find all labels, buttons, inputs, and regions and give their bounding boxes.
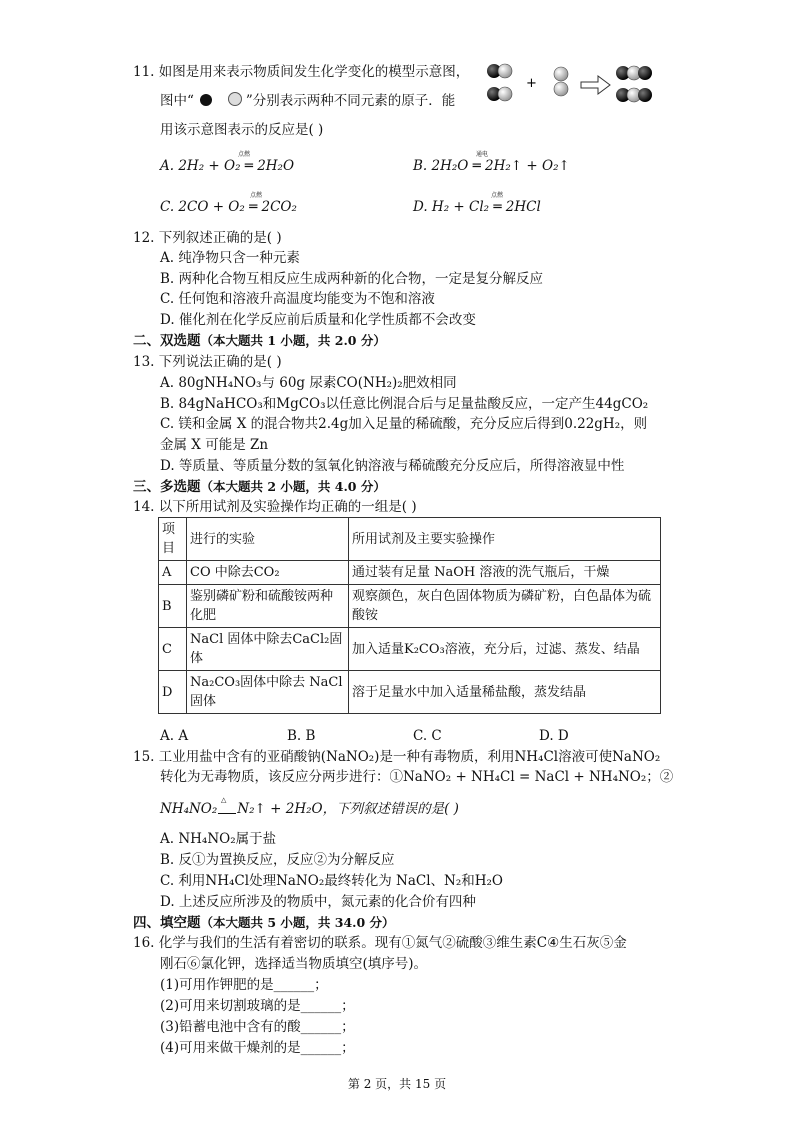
q11-option-c: C. 2CO + O₂ ═ 2CO₂ bbox=[160, 199, 297, 215]
q16-stem-line2: 刚石⑥氯化钾，选择适当物质填空(填序号)。 bbox=[160, 956, 428, 972]
q11-option-a: A. 2H₂ + O₂ ═ 2H₂O bbox=[160, 158, 295, 174]
q14-table bbox=[158, 517, 661, 714]
q14-option-b: B. B bbox=[287, 728, 316, 744]
table-row bbox=[159, 671, 661, 714]
table-cell: Na₂CO₃固体中除去 NaCl 固体 bbox=[187, 671, 349, 714]
table-cell: 加入适量K₂CO₃溶液，充分后，过滤、蒸发、结晶 bbox=[349, 628, 661, 671]
table-row bbox=[159, 561, 661, 585]
table-header-row bbox=[159, 518, 661, 561]
reaction-model-diagram bbox=[486, 61, 666, 107]
q13-option-c: C. 镁和金属 X 的混合物共2.4g加入足量的稀硫酸，充分反应后得到0.22gH₂，则 bbox=[160, 416, 648, 432]
q15-stem-line2: 转化为无毒物质，该反应分两步进行：①NaNO₂ + NH₄Cl = NaCl + NH₄NO₂；② bbox=[160, 769, 674, 785]
q16-blank-4[interactable]: (4)可用来做干燥剂的是______； bbox=[160, 1040, 355, 1056]
q11-option-b: B. 2H₂O ═ 2H₂↑ + O₂↑ bbox=[413, 158, 570, 174]
table-header-cell: 所用试剂及主要实验操作 bbox=[349, 518, 661, 561]
table-cell: C bbox=[159, 628, 187, 671]
q13-stem: 13. 下列说法正确的是( ) bbox=[133, 354, 282, 370]
q11-condition-b: 通电 bbox=[476, 151, 489, 158]
q13-option-d: D. 等质量、等质量分数的氢氧化钠溶液与稀硫酸充分反应后，所得溶液显中性 bbox=[160, 458, 625, 474]
q12-option-d: D. 催化剂在化学反应前后质量和化学性质都不会改变 bbox=[160, 312, 476, 328]
q16-blank-1[interactable]: (1)可用作钾肥的是______； bbox=[160, 977, 328, 993]
table-cell: 溶于足量水中加入适量稀盐酸，蒸发结晶 bbox=[349, 671, 661, 714]
table-cell: 通过装有足量 NaOH 溶液的洗气瓶后，干燥 bbox=[349, 561, 661, 585]
q12-option-a: A. 纯净物只含一种元素 bbox=[160, 250, 300, 266]
table-cell: D bbox=[159, 671, 187, 714]
table-cell: B bbox=[159, 585, 187, 628]
q11-stem-line3: 用该示意图表示的反应是( ) bbox=[160, 122, 324, 138]
q12-option-c: C. 任何饱和溶液升高温度均能变为不饱和溶液 bbox=[160, 291, 435, 307]
q15-delta-condition: △ bbox=[221, 796, 227, 804]
q11-condition-a: 点燃 bbox=[238, 151, 251, 158]
q13-option-a: A. 80gNH₄NO₃与 60g 尿素CO(NH₂)₂肥效相同 bbox=[160, 375, 457, 391]
q15-stem-line1: 15. 工业用盐中含有的亚硝酸钠(NaNO₂)是一种有毒物质，利用NH₄Cl溶液可使NaNO₂ bbox=[133, 749, 661, 765]
black-atom-icon bbox=[200, 94, 212, 106]
table-header-cell: 进行的实验 bbox=[187, 518, 349, 561]
section-2-heading: 二、双选题（本大题共 1 小题，共 2.0 分） bbox=[133, 333, 386, 349]
section-3-heading: 三、多选题（本大题共 2 小题，共 4.0 分） bbox=[133, 479, 386, 495]
q12-option-b: B. 两种化合物互相反应生成两种新的化合物，一定是复分解反应 bbox=[160, 271, 544, 287]
q11-stem-line1: 11. 如图是用来表示物质间发生化学变化的模型示意图， bbox=[133, 64, 470, 80]
q15-stem-line3: NH₄NO₂ N₂↑ + 2H₂O，下列叙述错误的是( ) bbox=[160, 801, 459, 817]
q13-option-c-cont: 金属 X 可能是 Zn bbox=[160, 437, 269, 453]
page-footer: 第 2 页，共 15 页 bbox=[347, 1077, 447, 1091]
q16-blank-3[interactable]: (3)铅蓄电池中含有的酸______； bbox=[160, 1019, 355, 1035]
q16-blank-2[interactable]: (2)可用来切割玻璃的是______； bbox=[160, 998, 355, 1014]
plus-sign: + bbox=[526, 76, 537, 91]
table-cell: 鉴别磷矿粉和硫酸铵两种化肥 bbox=[187, 585, 349, 628]
q11-condition-c: 点燃 bbox=[250, 192, 263, 199]
table-cell: CO 中除去CO₂ bbox=[187, 561, 349, 585]
table-header-cell: 项目 bbox=[159, 518, 187, 561]
section-4-heading: 四、填空题（本大题共 5 小题，共 34.0 分） bbox=[133, 915, 395, 931]
q14-option-c: C. C bbox=[413, 728, 442, 744]
q14-option-a: A. A bbox=[160, 728, 189, 744]
q15-option-d: D. 上述反应所涉及的物质中，氮元素的化合价有四种 bbox=[160, 894, 476, 910]
table-cell: NaCl 固体中除去CaCl₂固体 bbox=[187, 628, 349, 671]
gray-atom-icon bbox=[228, 92, 242, 106]
q12-stem: 12. 下列叙述正确的是( ) bbox=[133, 230, 282, 246]
q15-option-b: B. 反①为置换反应，反应②为分解反应 bbox=[160, 852, 395, 868]
q11-condition-d: 点燃 bbox=[491, 192, 504, 199]
table-row bbox=[159, 628, 661, 671]
table-row bbox=[159, 585, 661, 628]
q15-option-a: A. NH₄NO₂属于盐 bbox=[160, 831, 277, 847]
q13-option-b: B. 84gNaHCO₃和MgCO₃以任意比例混合后与足量盐酸反应，一定产生44gCO₂ bbox=[160, 396, 649, 412]
q14-stem: 14. 以下所用试剂及实验操作均正确的一组是( ) bbox=[133, 499, 417, 515]
q16-stem-line1: 16. 化学与我们的生活有着密切的联系。现有①氮气②硫酸③维生素C④生石灰⑤金 bbox=[133, 935, 627, 951]
q14-option-d: D. D bbox=[539, 728, 569, 744]
equation-bar bbox=[218, 806, 236, 814]
q15-option-c: C. 利用NH₄Cl处理NaNO₂最终转化为 NaCl、N₂和H₂O bbox=[160, 873, 504, 889]
q11-stem-line2: 图中“ ”分别表示两种不同元素的原子．能 bbox=[160, 93, 456, 109]
table-cell: A bbox=[159, 561, 187, 585]
q11-option-d: D. H₂ + Cl₂ ═ 2HCl bbox=[413, 199, 541, 215]
table-cell: 观察颜色，灰白色固体物质为磷矿粉，白色晶体为硫酸铵 bbox=[349, 585, 661, 628]
